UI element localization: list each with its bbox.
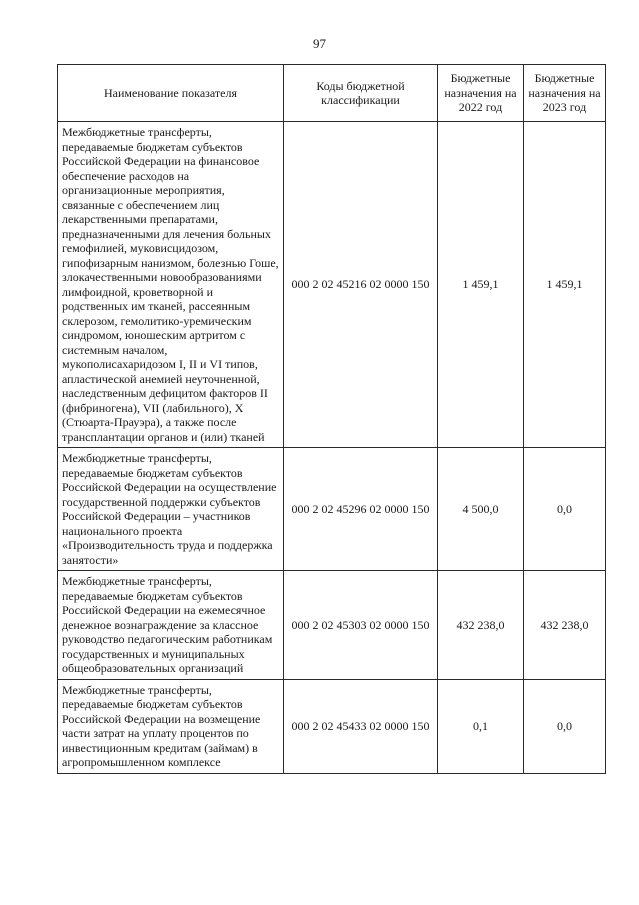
row-code: 000 2 02 45433 02 0000 150 (284, 679, 438, 773)
row-value-2023: 0,0 (524, 679, 606, 773)
header-budget-2022: Бюджетные назначения на 2022 год (438, 65, 524, 122)
table-row (58, 448, 606, 571)
table-row (58, 122, 606, 448)
header-classification-code: Коды бюджетной классификации (284, 65, 438, 122)
row-code: 000 2 02 45296 02 0000 150 (284, 448, 438, 571)
row-name: Межбюджетные трансферты, передаваемые бюджетам субъектов Российской Федерации на возмещение части затрат на уплату процентов по инвестиционным кредитам (займам) в агропромышленном комплексе (58, 679, 284, 773)
table-row (58, 571, 606, 680)
budget-table (57, 64, 606, 774)
row-value-2023: 432 238,0 (524, 571, 606, 680)
table-header-row (58, 65, 606, 122)
row-value-2023: 0,0 (524, 448, 606, 571)
page-number: 97 (313, 36, 326, 51)
row-value-2022: 432 238,0 (438, 571, 524, 680)
row-value-2022: 0,1 (438, 679, 524, 773)
row-value-2022: 4 500,0 (438, 448, 524, 571)
header-budget-2023: Бюджетные назначения на 2023 год (524, 65, 606, 122)
table-row (58, 679, 606, 773)
row-value-2023: 1 459,1 (524, 122, 606, 448)
row-name: Межбюджетные трансферты, передаваемые бюджетам субъектов Российской Федерации на осуществление государственной поддержки субъектов Российской Федерации – участников национального проекта «Производительность труда и поддержка занятости» (58, 448, 284, 571)
row-code: 000 2 02 45216 02 0000 150 (284, 122, 438, 448)
header-indicator-name: Наименование показателя (58, 65, 284, 122)
row-value-2022: 1 459,1 (438, 122, 524, 448)
row-name: Межбюджетные трансферты, передаваемые бюджетам субъектов Российской Федерации на ежемесячное денежное вознаграждение за классное руководство педагогическим работникам государственных и муниципальных общеобразовательных организаций (58, 571, 284, 680)
row-name: Межбюджетные трансферты, передаваемые бюджетам субъектов Российской Федерации на финансовое обеспечение расходов на организационные мероприятия, связанные с обеспечением лиц лекарственными препаратами, предназначенными для лечения больных гемофилией, муковисцидозом, гипофизарным нанизмом, болезнью Гоше, злокачественными новообразованиями лимфоидной, кроветворной и родственных им тканей, рассеянным склерозом, гемолитико-уремическим синдромом, юношеским артритом с системным началом, мукополисахаридозом I, II и VI типов, апластической анемией неуточненной, наследственным дефицитом факторов II (фибриногена), VII (лабильного), X (Стюарта-Прауэра), а также после трансплантации органов и (или) тканей (58, 122, 284, 448)
row-code: 000 2 02 45303 02 0000 150 (284, 571, 438, 680)
